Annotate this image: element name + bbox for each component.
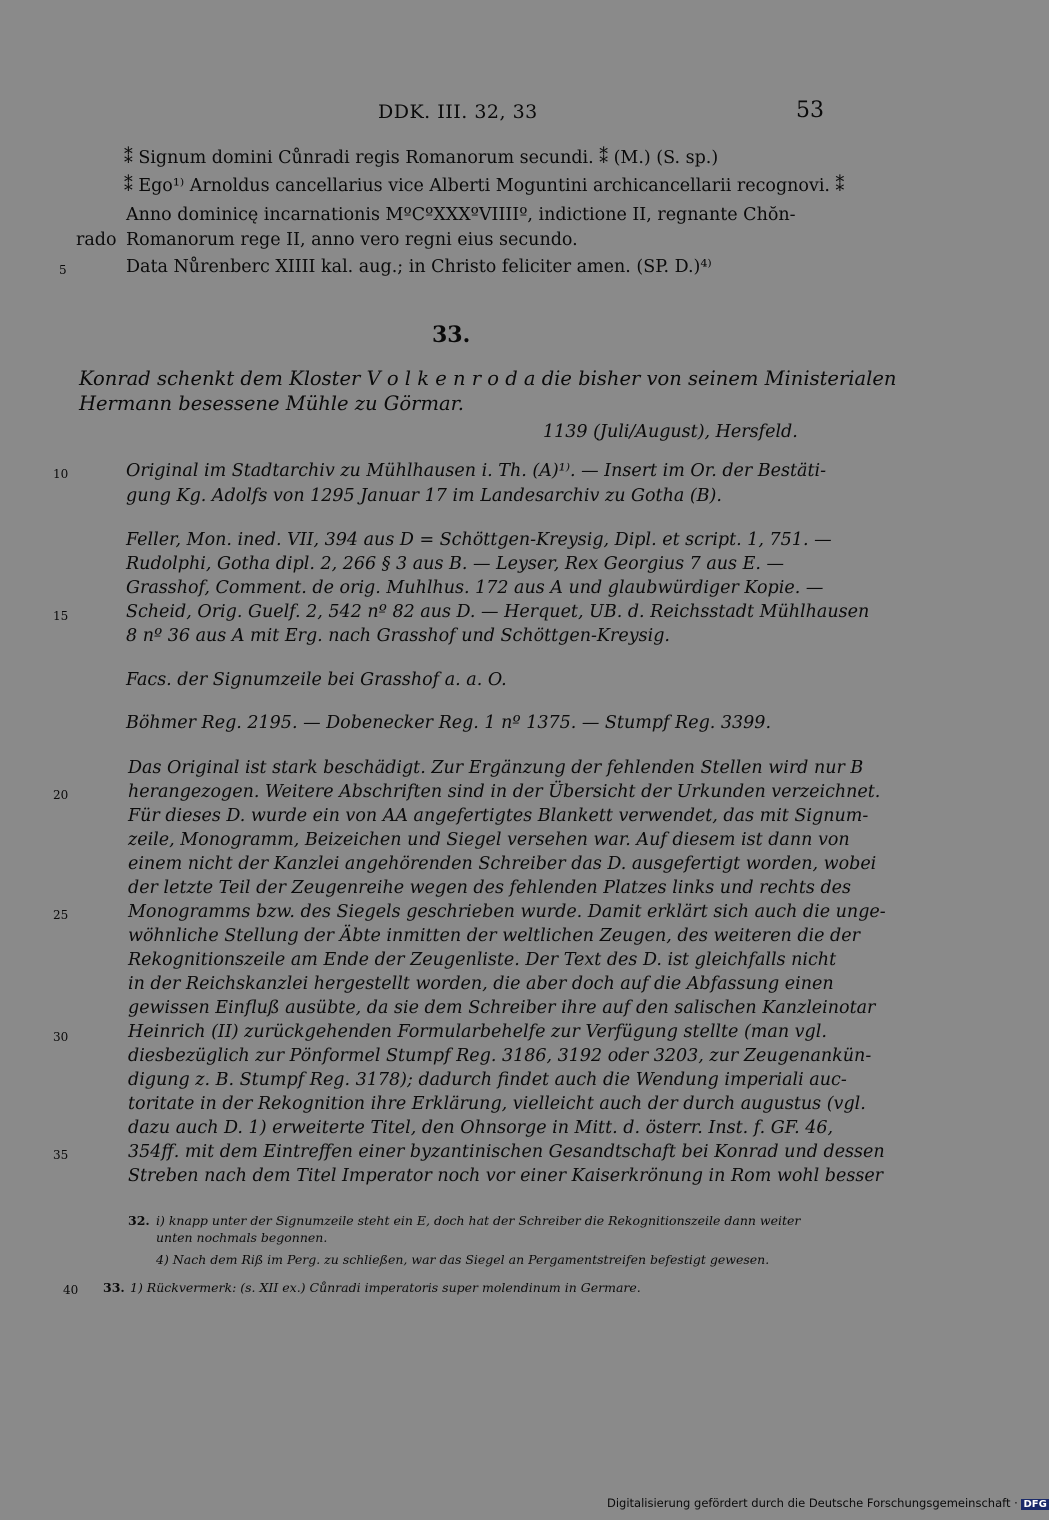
line-number: 30 [53, 1030, 69, 1044]
regest-line-2: Hermann besessene Mühle zu Görmar. [79, 392, 464, 415]
commentary-line: dazu auch D. 1) erweiterte Titel, den Ohnsorge in Mitt. d. österr. Inst. f. GF. 46, [128, 1118, 834, 1138]
commentary-line: digung z. B. Stumpf Reg. 3178); dadurch findet auch die Wendung imperiali auc- [128, 1070, 847, 1090]
commentary-line: Streben nach dem Titel Imperator noch vor einer Kaiserkrönung in Rom wohl besser [128, 1166, 884, 1186]
facsimile-line: Facs. der Signumzeile bei Grasshof a. a. O. [126, 670, 507, 690]
footnote-label-32: 32. [128, 1213, 150, 1228]
editions-line-5: 8 nº 36 aus A mit Erg. nach Grasshof und Schöttgen-Kreysig. [126, 626, 670, 646]
editions-line-4: Scheid, Orig. Guelf. 2, 542 nº 82 aus D. — Herquet, UB. d. Reichsstadt Mühlhausen [126, 602, 870, 622]
signum-line: ⁑ Signum domini Cůnradi regis Romanorum secundi. ⁑ (M.) (S. sp.) [124, 148, 719, 168]
dating-line-2-prefix: rado [76, 230, 117, 250]
footnote-33-1: 1) Rückvermerk: (s. XII ex.) Cůnradi imperatoris super molendinum in Germare. [130, 1280, 641, 1295]
line-number: 35 [53, 1148, 69, 1162]
commentary-line: zeile, Monogramm, Beizeichen und Siegel versehen war. Auf diesem ist dann von [128, 830, 850, 850]
commentary-line: der letzte Teil der Zeugenreihe wegen des fehlenden Platzes links und rechts des [128, 878, 852, 898]
running-title: DDK. III. 32, 33 [378, 101, 538, 123]
commentary-line: herangezogen. Weitere Abschriften sind in der Übersicht der Urkunden verzeichnet. [128, 782, 881, 802]
line-number: 25 [53, 908, 69, 922]
editions-line-1: Feller, Mon. ined. VII, 394 aus D = Schöttgen-Kreysig, Dipl. et script. 1, 751. — [126, 530, 832, 550]
data-line: Data Nůrenberc XIIII kal. aug.; in Christo feliciter amen. (SP. D.)⁴⁾ [126, 257, 712, 277]
line-number: 40 [63, 1283, 79, 1297]
commentary-line: Heinrich (II) zurückgehenden Formularbehelfe zur Verfügung stellte (man vgl. [128, 1022, 827, 1042]
line-number: 10 [53, 467, 69, 481]
editions-line-2: Rudolphi, Gotha dipl. 2, 266 § 3 aus B. — Leyser, Rex Georgius 7 aus E. — [126, 554, 784, 574]
line-number: 15 [53, 609, 69, 623]
commentary-line: diesbezüglich zur Pönformel Stumpf Reg. 3186, 3192 oder 3203, zur Zeugenankün- [128, 1046, 872, 1066]
commentary-line: gewissen Einfluß ausübte, da sie dem Schreiber ihre auf den salischen Kanzleinotar [128, 998, 876, 1018]
footnote-label-33: 33. [103, 1280, 125, 1295]
commentary-line: einem nicht der Kanzlei angehörenden Schreiber das D. ausgefertigt worden, wobei [128, 854, 877, 874]
commentary-line: Für dieses D. wurde ein von AA angefertigtes Blankett verwendet, das mit Signum- [128, 806, 869, 826]
recognition-line: ⁑ Ego¹⁾ Arnoldus cancellarius vice Alberti Moguntini archicancellarii recognovi. ⁑ [124, 176, 845, 196]
commentary-line: 354ff. mit dem Eintreffen einer byzantinischen Gesandtschaft bei Konrad und dessen [128, 1142, 885, 1162]
tradition-line-2: gung Kg. Adolfs von 1295 Januar 17 im Landesarchiv zu Gotha (B). [126, 486, 722, 506]
editions-line-3: Grasshof, Comment. de orig. Muhlhus. 172 aus A und glaubwürdiger Kopie. — [126, 578, 824, 598]
footnote-32-4: 4) Nach dem Riß im Perg. zu schließen, war das Siegel an Pergamentstreifen befestigt gewesen. [156, 1252, 770, 1267]
regesta-line: Böhmer Reg. 2195. — Dobenecker Reg. 1 nº 1375. — Stumpf Reg. 3399. [126, 713, 772, 733]
line-number: 5 [59, 263, 67, 277]
document-number: 33. [432, 322, 471, 348]
line-number: 20 [53, 788, 69, 802]
dfg-logo: DFG [1023, 1499, 1047, 1510]
commentary-line: toritate in der Rekognition ihre Erklärung, vielleicht auch der durch augustus (vgl. [128, 1094, 866, 1114]
commentary-line: Rekognitionszeile am Ende der Zeugenliste. Der Text des D. ist gleichfalls nicht [128, 950, 837, 970]
credit-text: Digitalisierung gefördert durch die Deutsche Forschungsgemeinschaft · [607, 1496, 1018, 1510]
commentary-line: in der Reichskanzlei hergestellt worden, die aber doch auf die Abfassung einen [128, 974, 834, 994]
page-number: 53 [796, 98, 824, 123]
commentary-line: Monogramms bzw. des Siegels geschrieben wurde. Damit erklärt sich auch die unge- [128, 902, 886, 922]
dating-line-2: Romanorum rege II, anno vero regni eius secundo. [126, 230, 578, 250]
regest-line-1: Konrad schenkt dem Kloster V o l k e n r o d a die bisher von seinem Ministerialen [79, 367, 897, 390]
dating-line-1: Anno dominicę incarnationis MºCºXXXºVIIIIº, indictione II, regnante Chŏn- [126, 205, 796, 225]
date-place: 1139 (Juli/August), Hersfeld. [543, 422, 798, 442]
tradition-line-1: Original im Stadtarchiv zu Mühlhausen i. Th. (A)¹⁾. — Insert im Or. der Bestäti- [126, 461, 827, 481]
footnote-32-1b: unten nochmals begonnen. [156, 1230, 328, 1245]
commentary-line: wöhnliche Stellung der Äbte inmitten der weltlichen Zeugen, des weiteren die der [128, 926, 860, 946]
commentary-line: Das Original ist stark beschädigt. Zur Ergänzung der fehlenden Stellen wird nur B [128, 758, 864, 778]
digitization-credit [607, 1496, 1049, 1510]
footnote-32-1a: i) knapp unter der Signumzeile steht ein E, doch hat der Schreiber die Rekognitionszeile dann weiter [156, 1213, 801, 1228]
